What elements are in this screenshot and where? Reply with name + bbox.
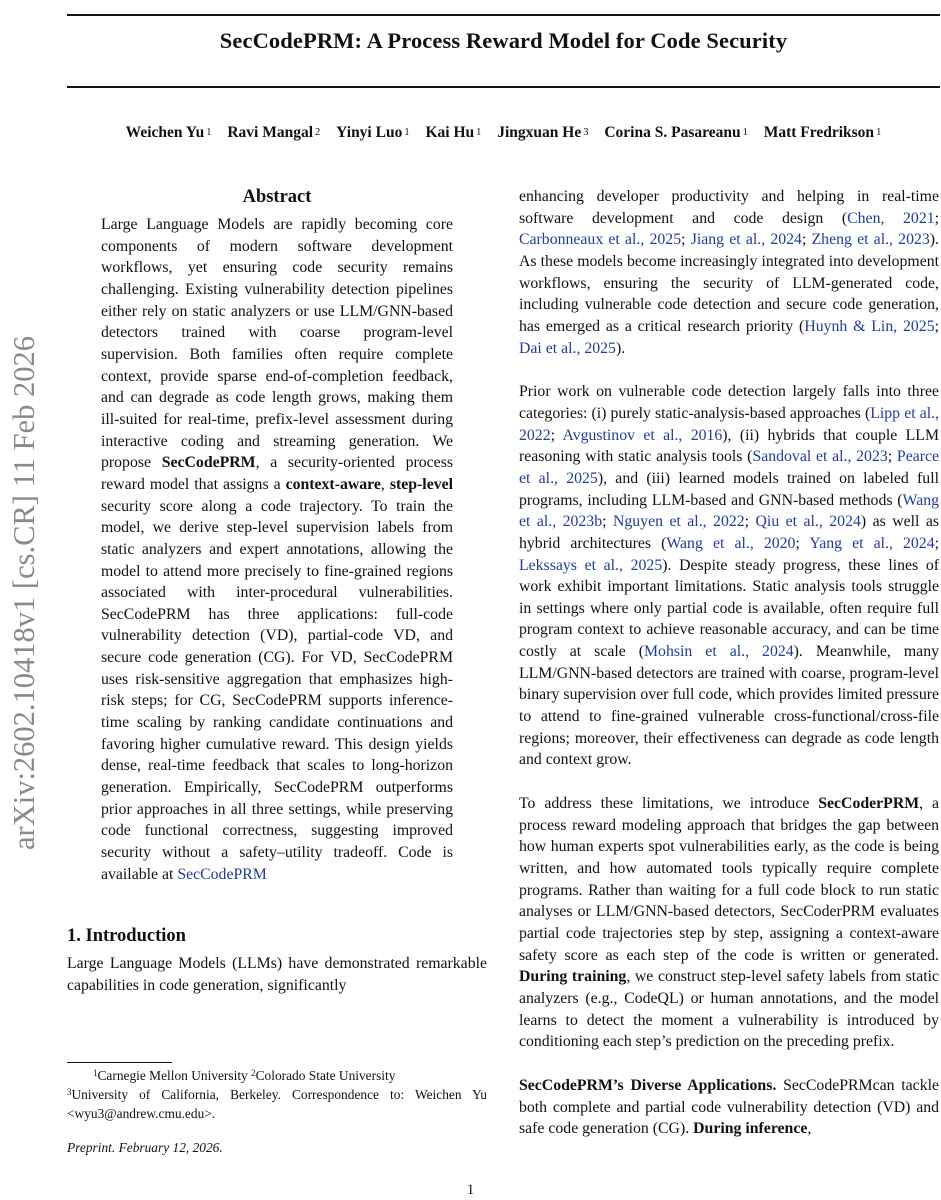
affiliation-footnotes: $^1$Carnegie Mellon University $^2$Colorado State University $^3$University of California, Berkeley. Correspondence to: Weichen Yu <wyu3@andrew.cmu.edu>. [67,1068,487,1121]
citation[interactable]: Dai et al., 2025 [519,339,616,357]
intro-paragraph-continued: enhancing developer productivity and helping in real-time software development and code design (Chen, 2021; Carbonneaux et al., 2025; Jiang et al., 2024; Zheng et al., 2023). As these models become increasingly integrated into development workflows, ensuring the security of LLM-generated code, including vulnerable code detection and secure code generation, has emerged as a critical research priority (Huynh & Lin, 2025; Dai et al., 2025). [519,188,940,357]
paper-title: SecCodePRM: A Process Reward Model for Code Security [219,28,788,53]
author-list [67,124,940,142]
citation[interactable]: Chen, 2021 [847,209,935,227]
preprint-note: Preprint. February 12, 2026. [67,1140,223,1155]
author: Matt Fredrikson $^1$ [763,124,882,141]
citation[interactable]: Carbonneaux et al., 2025 [519,231,682,249]
author: Jingxuan He $^3$ [497,124,589,141]
author: Ravi Mangal $^2$ [227,124,321,141]
author: Yinyi Luo $^1$ [336,124,410,141]
title-bottom-rule [67,86,940,88]
citation[interactable]: Zheng et al., 2023 [811,231,930,249]
citation[interactable]: Sandoval et al., 2023 [752,448,888,466]
approach-paragraph: To address these limitations, we introduce SecCoderPRM, a process reward modeling approach that bridges the gap between how human experts spot vulnerabilities early, as the code is being written, and how automated tools typically require complete programs. Rather than waiting for a full code block to run static analyses or LLM/GNN-based detectors, SecCoderPRM evaluates partial code trajectories step by step, assigning a context-aware safety score as each step of the code is written or generated. During training, we construct step-level safety labels from static analyzers (e.g., CodeQL) or human annotations, and the model learns to detect the moment a vulnerability is introduced by conditioning each step’s prediction on the preceding prefix. [519,795,939,1051]
prior-work-paragraph: Prior work on vulnerable code detection largely falls into three categories: (i) purely static-analysis-based approaches (Lipp et al., 2022; Avgustinov et al., 2016), (ii) hybrids that couple LLM reasoning with static analysis tools (Sandoval et al., 2023; Pearce et al., 2025), and (iii) learned models trained on labeled full programs, including LLM-based and GNN-based methods (Wang et al., 2023b; Nguyen et al., 2022; Qiu et al., 2024) as well as hybrid architectures (Wang et al., 2020; Yang et al., 2024; Lekssays et al., 2025). Despite steady progress, these lines of work exhibit important limitations. Static analysis tools struggle in settings where only partial code is available, often require full program context to achieve reasonable accuracy, and can be time costly at scale (Mohsin et al., 2024). Meanwhile, many LLM/GNN-based detectors are trained with coarse, program-level binary supervision over full code, which provides limited pressure to attend to fine-grained vulnerable cross-functional/cross-file regions; moreover, their effectiveness can degrade as code length and context grow. [519,383,940,769]
abstract-body: Large Language Models are rapidly becoming core components of modern software development workflows, yet ensuring code security remains challenging. Existing vulnerability detection pipelines either rely on static analyzers or use LLM/GNN-based detectors trained with coarse program-level supervision. Both families often require complete context, provide sparse end-of-completion feedback, and can degrade as code length grows, making them ill-suited for real-time, prefix-level assessment during interactive coding and streaming generation. We propose SecCodePRM, a security-oriented process reward model that assigns a context-aware, step-level security score along a code trajectory. To train the model, we derive step-level supervision labels from static analyzers and expert annotations, allowing the model to attend more precisely to fine-grained regions associated with inter-procedural vulnerabilities. SecCodePRM has three applications: full-code vulnerability detection (VD), partial-code VD, and secure code generation (CG). For VD, SecCodePRM uses risk-sensitive aggregation that emphasizes high-risk steps; for CG, SecCodePRM supports inference-time scaling by ranking candidate continuations and favoring higher cumulative reward. This design yields dense, real-time feedback that scales to long-horizon generation. Empirically, SecCodePRM outperforms prior approaches in all three settings, while preserving code functional correctness, suggesting improved security without a safety–utility tradeoff. Code is available at SecCodePRM [101,216,454,883]
abstract-heading: Abstract [242,187,312,207]
applications-paragraph: SecCodePRM’s Diverse Applications. SecCodePRMcan tackle both complete and partial code vulnerability detection (VD) and safe code generation (CG). During inference, [519,1076,939,1138]
citation[interactable]: Wang et al., 2023b [519,491,939,531]
page-number: 1 [466,1182,475,1198]
arxiv-stamp: arXiv:2602.10418v1 [cs.CR] 11 Feb 2026 [7,336,41,850]
left-column [67,186,487,997]
footnote-rule [67,1062,172,1063]
author: Weichen Yu $^1$ [125,124,212,141]
citation[interactable]: Lekssays et al., 2025 [519,556,663,574]
intro-paragraph: Large Language Models (LLMs) have demonstrated remarkable capabilities in code generation, significantly [67,955,487,994]
citation[interactable]: Huynh & Lin, 2025 [804,317,935,335]
citation[interactable]: Wang et al., 2020 [666,534,796,552]
citation[interactable]: Mohsin et al., 2024 [644,643,794,661]
citation[interactable]: Jiang et al., 2024 [690,231,802,249]
citation[interactable]: Yang et al., 2024 [809,534,935,552]
introduction-heading: 1. Introduction [67,926,186,947]
citation[interactable]: Qiu et al., 2024 [755,513,861,531]
citation[interactable]: Pearce et al., 2025 [519,448,939,487]
citation[interactable]: Nguyen et al., 2022 [612,513,745,531]
author: Kai Hu $^1$ [425,124,482,141]
code-link[interactable]: SecCodePRM [177,865,267,883]
right-column [519,186,939,1140]
citation[interactable]: Avgustinov et al., 2016 [562,426,723,444]
title-top-rule [67,14,940,16]
author: Corina S. Pasareanu $^1$ [604,124,748,141]
citation[interactable]: Lipp et al., 2022 [519,404,939,444]
